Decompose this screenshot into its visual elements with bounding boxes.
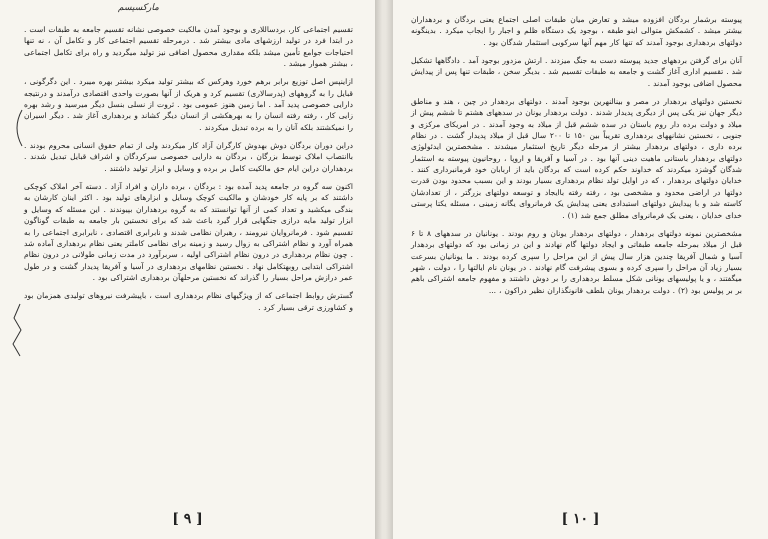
paragraph-2: آنان برای گرفتن بردههای جدید پیوسته دست به جنگ میزدند . ارتش مزدور بوجود آمد . دادگاهها تشکیل شد . تقسیم اداری آغاز گشت و جامعه به طبقات تقسیم شد . بدیگر سخن ، طبقات تنها پس از پیدایش محصول اضافی بوجود آمدند . — [411, 56, 742, 88]
paragraph-1: تقسیم اجتماعی کار، بردساللاری و بوجود آمدن مالکیت خصوصی نشانه تقسیم جامعه به طبقات است . در ابتدا فرد در تولید ارزشهای مادی بیشتر شد . درمرحله تقسیم اجتماعی کار و تکامل آن ، نه تنها احتیاجات جوامع تأمین میشد بلکه مقداری محصول اضافی نیز تولید میگردید و راه برای تکامل اجتماعی ، بیشتر هموار میشد . — [24, 25, 353, 69]
paragraph-3: دراین دوران بردگان دوش بهدوش کارگران آزاد کار میکردند ولی از تمام حقوق انسانی محروم بودند . باانتصاب املاک توسط بزرگان ، بردگان به دارایی خصوصی سرکردگان و اشراف قبایل تبدیل شدند . بردهداران دراین ایام حق مالکیت کامل بر برده و وسایل و ابزار تولید داشتند . — [24, 141, 353, 173]
paragraph-1: پیوسته برشمار بردگان افزوده میشد و تعارض میان طبقات اصلی اجتماع یعنی بردگان و بردهداران بیشتر میشد . کشمکش متوالی اینو طبقه ، بوجود یک دستگاه ظلم و اجبار را ایجاب میکرد . بدینگونه دولتهای بردهداری بوجود آمدند که تنها کار مهم آنها سرکوبی استثمار شدگان بود . — [411, 15, 742, 47]
paragraph-4: مشخصترین نمونه دولتهای بردهدار ، دولتهای بردهدار یونان و روم بودند . یونانیان در سدههای ۸ تا ۶ قبل از میلاد بمرحله جامعه طبقاتی و ایجاد دولتها گام نهادند و این در زمانی بود که دولتهای بردهدار آسیا و شمال آفریقا چندین هزار سال پیش از این مراحل را سپری کرده بودند . ما یونانیان بسرعت بسیار زیاد آن مراحل را سپری کرده و بسوی پیشرفت گام نهادند . در یونان نام ایالتها را ، دولت ، شهر میگفتند ، و یا پولیسهای یونانی شکل مسلط بردهداری را بر دوش داشتند و مفهوم جامعه اشتراکی باهم بر بر پولیس بود (۲) . دولت بردهدار یونان بلطف قانونگذاران نظیر دراکون ، ... — [411, 228, 742, 295]
paragraph-4: اکنون سه گروه در جامعه پدید آمده بود : بردگان ، برده داران و افراد آزاد . دسته آخر املاک کوچکی داشتند که بر پایه کار خودشان و مالکیت کوچک وسایل و ابزارهای تولید بود . اکثر اینان کارشان به بندگی میکشید و تعداد کمی از آنها توانستند که به گروه بردهداران بپیوندند . این مسئله که وسایل و ابزار تولید مایه درازی جنگهایی قرار گیرد باعث شد که برای نخستین بار جامعه به طبقات گوناگون تقسیم شود . فرمانروایان نیرومند ، رهبران نظامی شدند و نابرابری اقتصادی ، نابرابری اجتماعی را به همراه آورد و نظام اشتراکی به زوال رسید و زمینه برای نظامی کاملتر یعنی نظام بردهداری آماده شد . چون نظام بردهداری در درون نظام اشتراکی اولیه ، سربرآورد در مدت زمانی طولانی در درون نظام اشتراکی ابتدایی روبهتکامل نهاد . نخستین نظامهای بردهداری در آسیا و آفریقا پدیدار گشت و در طول عمر درازش مراحل بسیار را گذراند که نخستین مرحلهآن بردهداری اشتراکی بود . — [24, 182, 353, 282]
paragraph-3: نخستین دولتهای بردهدار در مصر و بینالنهرین بوجود آمدند . دولتهای بردهدار در چین ، هند و مناطق دیگر جهان نیز یکی پس از دیگری پدیدار شدند . دولت بردهدار یونان در سدههای هشتم تا ششم پیش از میلاد و دولت برده دار روم باستان در سده ششم قبل از میلاد به وجود آمدند . در امریکای مرکزی و جنوبی ، نخستین نشانههای بردهداری تقریباً بین ۱۵۰ تا ۲۰۰ سال قبل از میلاد پدیدار گشت . در نظام برده داری ، دولتهای بردهدار بیشتر از مرحله دیگر تاریخ استثمار میشدند . مشخصترین ایدئولوژی دولتهای بردهدار باستانی ماهیت دینی آنها بود . در آسیا و آفریقا و اروپا ، روحانیون پیوسته به استثمار شدگان گوشزد میکردند که خداوند حکم کرده است که بردگان باید از اربابان خود فرمانبرداری کنند . خدایان دولتهای بردهدار ، که در اوایل تولد نظام بردهداری بسیار بودند و این بسبب محدود بودن قدرت دولتها در اراضی محدود و مشخصی بود ، رفته رفته باایجاد و توسعه دولتهای بزرگتر ، از تعدادشان کاسته شد و با پیدایش دولتهای استبدادی یعنی پیدایش یک فرمانروای یگانه زمینی ، مسئله یکتا پرستی خدای خدایان ، یعنی یک فرمانروای مطلق جمع شد (۱) . — [411, 97, 742, 220]
page-number: [ ۱۰ ] — [561, 511, 600, 527]
handwritten-annotation: مارکسیسم — [118, 3, 159, 13]
page-number: [ ۹ ] — [172, 511, 203, 527]
paragraph-2: ازاینپس اصل توزیع برابر برهم خورد وهرکس که بیشتر تولید میکرد بیشتر بهره میبرد . این دگرگونی ، قبایل را به گروههای (پدرسالاری) تقسیم کرد و هریک از آنها بصورت واحدی اقتصادی درآمدند و درنتیجه دارایی خصوصی پدید آمد . اما زمین هنوز عمومی بود . ثروت از نسلی بنسل دیگر میرسید و رشد بهره زایی کار ، رفته رفته انسان را به بهرهکشی از انسان دیگر کشاند و بردهداری آغاز شد . دیگر اسیران را نمیکشتند بلکه آنان را به برده تبدیل میکردند . — [24, 77, 353, 132]
margin-bracket-icon — [8, 108, 26, 148]
margin-scribble-icon — [8, 300, 26, 360]
paragraph-5: گسترش روابط اجتماعی که از ویژگیهای نظام بردهداری است ، باپیشرفت نیروهای تولیدی همزمان بود و کشاورزی ترقی بسیار کرد . — [24, 291, 353, 312]
left-page — [0, 0, 375, 539]
right-page — [393, 0, 768, 539]
book-gutter — [375, 0, 393, 539]
